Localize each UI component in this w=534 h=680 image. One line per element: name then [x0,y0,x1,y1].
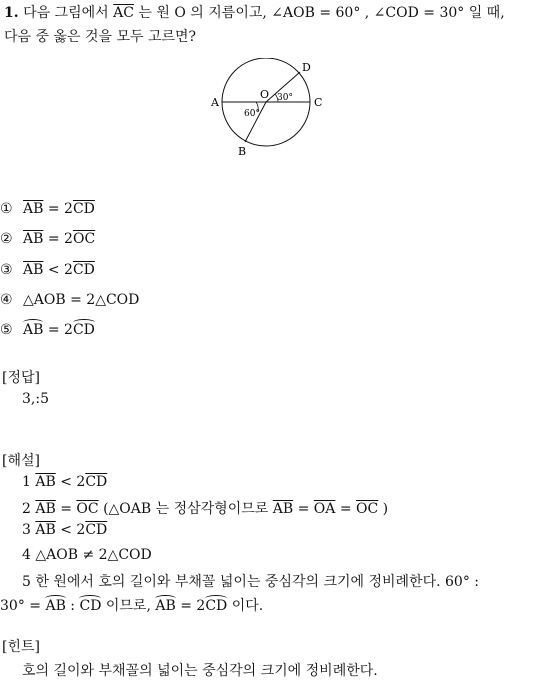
arc-ab: AB [23,322,44,338]
segment-cd: $\overline{CD}$ [85,474,108,490]
arc-cd: CD [79,598,102,614]
paren-text: (△OAB 는 정삼각형이므로 [98,501,273,517]
angle-label-30: 30° [277,93,293,103]
segment-oc: $\overline{OC}$ [72,231,96,247]
choice-3[interactable] [0,262,95,278]
label-d: D [302,61,311,74]
segment-cd: $\overline{CD}$ [72,201,95,217]
angle-label-60: 60° [244,109,260,119]
arc-ab: AB [155,598,176,614]
explanation-item-2 [22,498,388,518]
explanation-item-3 [22,522,107,538]
segment-ab: $\overline{AB}$ [35,474,56,490]
segment-ac: $\overline{AC}$ [113,5,134,21]
item-number: 1 [22,474,31,490]
paren-close: ) [378,501,389,517]
choice-number: ⑤ [0,322,13,338]
arc-cd: CD [205,598,228,614]
choice-1[interactable] [0,201,95,217]
choice-number: ① [0,201,13,217]
arc-ab: AB [45,598,66,614]
item-number: 3 [22,522,31,538]
choice-number: ④ [0,292,13,308]
mid-text: 이므로, [101,598,156,614]
label-o: O [260,88,270,101]
segment-oa: $\overline{OA}$ [313,501,336,517]
circle-figure [208,58,328,158]
radius-ob [245,102,266,142]
label-b: B [238,145,247,158]
answer-header: [정답] [2,370,40,386]
choice-operator: = 2 [43,322,73,338]
segment-ab: $\overline{AB}$ [23,231,44,247]
choice-number: ② [0,231,13,247]
choice-5[interactable] [0,322,95,338]
choice-text: △AOB = 2△COD [23,292,140,308]
segment-ab: $\overline{AB}$ [35,501,56,517]
operator: = 2 [175,598,206,614]
explanation-item-1 [22,474,107,490]
item-number: 2 [22,501,31,517]
operator: < 2 [55,474,86,490]
choice-operator: < 2 [43,262,73,278]
hint-text: 호의 길이와 부채꼴의 넓이는 중심각의 크기에 정비례한다. [22,663,378,679]
end-text: 이다. [227,598,264,614]
label-a: A [211,96,219,109]
operator: < 2 [55,522,86,538]
explanation-item-4 [22,547,152,563]
problem-line-2: 다음 중 옳은 것을 모두 고르면? [4,29,197,45]
choice-2[interactable] [0,231,95,247]
choice-4[interactable] [0,292,139,308]
segment-cd: $\overline{CD}$ [85,522,108,538]
explanation-header: [해설] [2,453,40,469]
choice-operator: = 2 [43,201,73,217]
item-text: △AOB ≠ 2△COD [35,547,152,563]
problem-text-1: 다음 그림에서 [23,5,109,21]
operator: = [335,501,357,517]
problem-number: 1. [4,5,19,21]
segment-oc: $\overline{OC}$ [76,501,99,517]
problem-text-2: 는 원 O 의 지름이고, ∠AOB = 60° , ∠COD = 30° 일 때, [138,5,505,21]
problem-line-1 [4,2,505,22]
segment-ab: $\overline{AB}$ [35,522,56,538]
segment-ab: $\overline{AB}$ [272,501,294,517]
operator: = [55,501,77,517]
segment-cd: $\overline{CD}$ [72,262,95,278]
ratio-text: 30° = [0,598,46,614]
operator: = [293,501,314,517]
explanation-item-5-line-2 [0,595,263,615]
segment-oc: $\overline{OC}$ [356,501,379,517]
arc-cd: CD [72,322,95,338]
segment-ab: $\overline{AB}$ [23,201,44,217]
colon: : [65,598,80,614]
item-number: 4 [22,547,31,563]
segment-ab: $\overline{AB}$ [23,262,44,278]
choice-number: ③ [0,262,13,278]
answer-value: 3,:5 [22,391,49,407]
choice-operator: = 2 [43,231,73,247]
hint-header: [힌트] [2,639,40,655]
explanation-item-5-line-1: 5 한 원에서 호의 길이와 부채꼴 넓이는 중심각의 크기에 정비례한다. 60° : [22,574,479,590]
label-c: C [314,96,323,109]
